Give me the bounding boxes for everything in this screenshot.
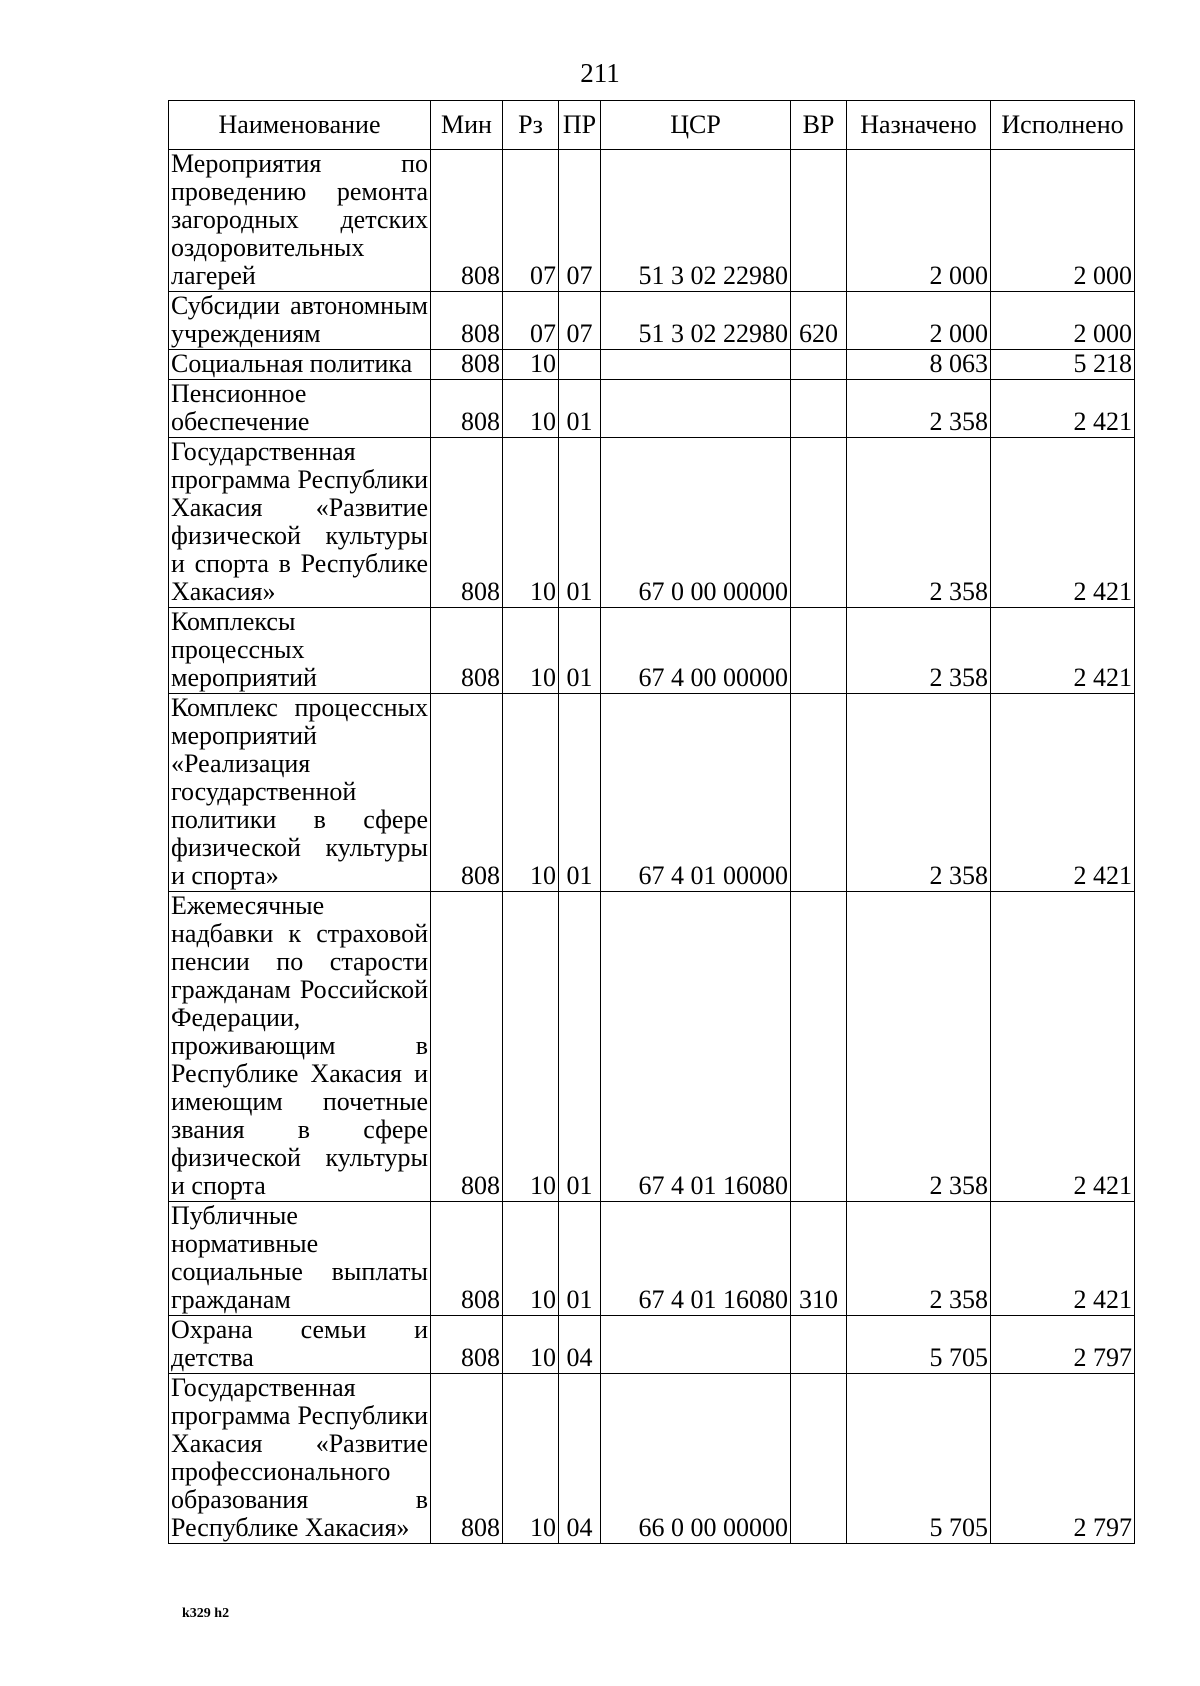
header-executed: Исполнено [991,101,1135,150]
row-pr: 01 [559,892,601,1202]
row-name: Комплексы процессных мероприятий [169,608,431,694]
row-assigned: 8 063 [847,350,991,380]
table-row [169,694,1135,892]
row-min: 808 [431,350,503,380]
row-assigned: 2 000 [847,292,991,350]
row-vr [791,1374,847,1544]
header-min: Мин [431,101,503,150]
row-pr: 01 [559,1202,601,1316]
row-executed: 5 218 [991,350,1135,380]
row-csr: 67 4 01 16080 [601,892,791,1202]
row-rz: 10 [503,1202,559,1316]
row-vr [791,892,847,1202]
table-row [169,350,1135,380]
row-rz: 10 [503,1316,559,1374]
footer-code: k329 h2 [182,1606,230,1621]
row-csr: 66 0 00 00000 [601,1374,791,1544]
row-pr: 01 [559,438,601,608]
row-name: Пенсионное обеспечение [169,380,431,438]
table-row [169,1202,1135,1316]
row-pr: 07 [559,292,601,350]
row-csr: 67 4 00 00000 [601,608,791,694]
table-row [169,380,1135,438]
row-name: Государственная программа Республики Хакасия «Развитие профессионального образования в Республике Хакасия» [169,1374,431,1544]
row-csr: 51 3 02 22980 [601,150,791,292]
row-assigned: 2 000 [847,150,991,292]
row-vr [791,1316,847,1374]
row-rz: 10 [503,438,559,608]
row-executed: 2 000 [991,150,1135,292]
row-pr: 01 [559,380,601,438]
row-name: Субсидии автономным учреждениям [169,292,431,350]
row-min: 808 [431,1316,503,1374]
row-vr [791,608,847,694]
row-assigned: 5 705 [847,1316,991,1374]
table-row [169,608,1135,694]
row-min: 808 [431,1374,503,1544]
row-pr: 01 [559,608,601,694]
row-assigned: 2 358 [847,1202,991,1316]
row-csr: 67 4 01 00000 [601,694,791,892]
row-executed: 2 421 [991,438,1135,608]
header-csr: ЦСР [601,101,791,150]
header-name: Наименование [169,101,431,150]
row-assigned: 2 358 [847,438,991,608]
page-number: 211 [580,58,620,88]
header-vr: ВР [791,101,847,150]
row-vr [791,694,847,892]
row-vr [791,438,847,608]
row-rz: 10 [503,380,559,438]
row-csr: 51 3 02 22980 [601,292,791,350]
header-pr: ПР [559,101,601,150]
row-rz: 07 [503,150,559,292]
row-min: 808 [431,1202,503,1316]
row-csr [601,350,791,380]
row-csr [601,1316,791,1374]
row-pr: 07 [559,150,601,292]
row-executed: 2 797 [991,1316,1135,1374]
row-rz: 07 [503,292,559,350]
row-csr: 67 4 01 16080 [601,1202,791,1316]
row-executed: 2 421 [991,892,1135,1202]
row-name: Государственная программа Республики Хакасия «Развитие физической культуры и спорта в Республике Хакасия» [169,438,431,608]
row-min: 808 [431,892,503,1202]
row-min: 808 [431,694,503,892]
row-rz: 10 [503,608,559,694]
row-name: Охрана семьи и детства [169,1316,431,1374]
row-assigned: 2 358 [847,380,991,438]
row-csr: 67 0 00 00000 [601,438,791,608]
row-vr [791,350,847,380]
row-min: 808 [431,608,503,694]
row-rz: 10 [503,350,559,380]
table-row [169,1374,1135,1544]
row-assigned: 2 358 [847,694,991,892]
row-min: 808 [431,438,503,608]
row-rz: 10 [503,1374,559,1544]
row-vr: 620 [791,292,847,350]
row-executed: 2 421 [991,380,1135,438]
row-assigned: 2 358 [847,892,991,1202]
row-pr: 04 [559,1316,601,1374]
row-executed: 2 421 [991,694,1135,892]
row-csr [601,380,791,438]
row-assigned: 2 358 [847,608,991,694]
budget-table [168,100,1135,1544]
table-row [169,150,1135,292]
row-rz: 10 [503,694,559,892]
row-rz: 10 [503,892,559,1202]
table-row [169,1316,1135,1374]
row-name: Социальная политика [169,350,431,380]
row-vr [791,150,847,292]
row-executed: 2 421 [991,608,1135,694]
row-min: 808 [431,380,503,438]
table-row [169,438,1135,608]
row-min: 808 [431,150,503,292]
row-min: 808 [431,292,503,350]
row-pr [559,350,601,380]
row-name: Публичные нормативные социальные выплаты гражданам [169,1202,431,1316]
header-assigned: Назначено [847,101,991,150]
row-pr: 01 [559,694,601,892]
table-row [169,292,1135,350]
row-vr: 310 [791,1202,847,1316]
table-row [169,892,1135,1202]
row-name: Ежемесячные надбавки к страховой пенсии по старости гражданам Российской Федерации, проживающим в Республике Хакасия и имеющим почетные звания в сфере физической культуры и спорта [169,892,431,1202]
row-name: Мероприятия по проведению ремонта загородных детских оздоровительных лагерей [169,150,431,292]
row-executed: 2 000 [991,292,1135,350]
row-executed: 2 797 [991,1374,1135,1544]
header-row [169,101,1135,150]
row-pr: 04 [559,1374,601,1544]
header-rz: Рз [503,101,559,150]
row-vr [791,380,847,438]
row-assigned: 5 705 [847,1374,991,1544]
row-executed: 2 421 [991,1202,1135,1316]
row-name: Комплекс процессных мероприятий «Реализация государственной политики в сфере физической культуры и спорта» [169,694,431,892]
